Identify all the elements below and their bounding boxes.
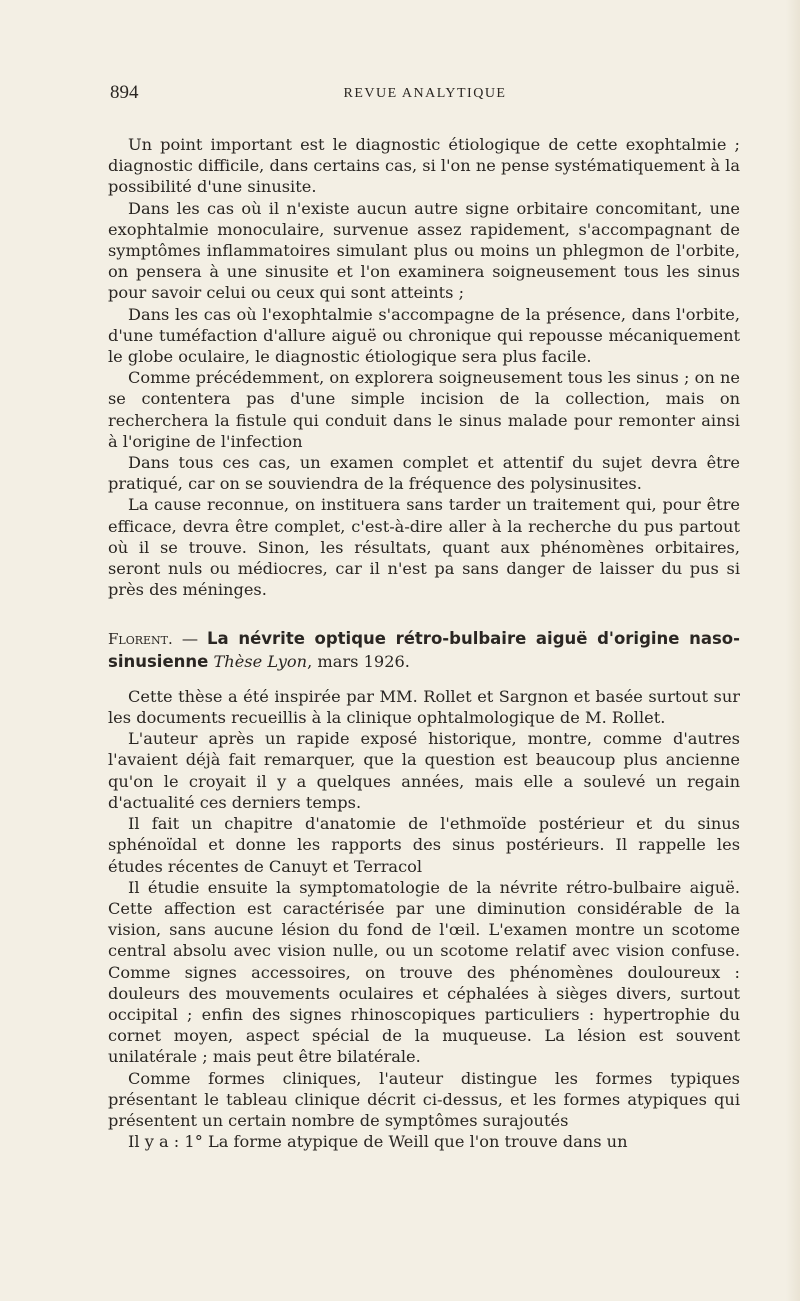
paragraph: Dans les cas où l'exophtalmie s'accompagne de la présence, dans l'orbite, d'une tuméfaction d'allure aiguë ou chronique qui repousse mécaniquement le globe oculaire, le diagnostic étiologique sera plus facile. <box>108 304 740 367</box>
page-edge-shadow <box>786 0 800 1301</box>
paragraph: Comme précédemment, on explorera soigneusement tous les sinus ; on ne se contentera pas d'une simple incision de la collection, mais on recherchera la fistule qui conduit dans le sinus malade pour remonter ainsi à l'origine de l'infection <box>108 368 740 451</box>
paragraph: Il fait un chapitre d'anatomie de l'ethmoïde postérieur et du sinus sphénoïdal et donne les rapports des sinus postérieurs. Il rappelle les études récentes de Canuyt et Terracol <box>108 814 740 876</box>
paragraph: Il y a : 1° La forme atypique de Weill que l'on trouve dans un <box>128 1132 628 1152</box>
paragraph: La cause reconnue, on instituera sans tarder un traitement qui, pour être efficace, devra être complet, c'est-à-dire aller à la recherche du pus partout où il se trouve. Sinon, les résultats, quant aux phénomènes orbitaires, seront nuls ou médiocres, car il n'est pa sans danger de laisser du pus si près des méninges. <box>108 495 740 600</box>
page-number: 894 <box>110 82 139 103</box>
running-head: REVUE ANALYTIQUE <box>343 86 507 101</box>
heading-dash: — <box>172 629 208 649</box>
paragraph: Il étudie ensuite la symptomatologie de la névrite rétro-bulbaire aiguë. Cette affection est caractérisée par une diminution considérable de la vision, sans aucune lésion du fond de l'œil. L'examen montre un scotome central absolu avec vision nulle, ou un scotome relatif avec vision confuse. Comme signes accessoires, on trouve des phénomènes douloureux : douleurs des mouvements oculaires et céphalées à sièges divers, surtout occipital ; enfin des signes rhinoscopiques particuliers : hypertrophie du cornet moyen, aspect spécial de la muqueuse. La lésion est souvent unilatérale ; mais peut être bilatérale. <box>108 877 740 1067</box>
paragraph: L'auteur après un rapide exposé historique, montre, comme d'autres l'avaient déjà fait remarquer, que la question est beaucoup plus ancienne qu'on le croyait il y a quelques années, mais elle a soulevé un regain d'actualité ces derniers temps. <box>108 729 740 812</box>
review-title: La névrite optique rétro-bulbaire aiguë d'origine naso-sinusienne <box>108 629 740 671</box>
paragraph: Dans tous ces cas, un examen complet et attentif du sujet devra être pratiqué, car on se souviendra de la fréquence des polysinusites. <box>108 453 740 494</box>
review-heading <box>108 628 740 671</box>
review-author: Florent. <box>108 630 173 649</box>
body-text <box>108 134 740 1152</box>
page-header <box>110 82 740 112</box>
paragraph: Cette thèse a été inspirée par MM. Rollet et Sargnon et basée surtout sur les documents recueillis à la clinique ophtalmologique de M. Rollet. <box>108 686 740 728</box>
paragraph: Comme formes cliniques, l'auteur distingue les formes typiques présentant le tableau clinique décrit ci-dessus, et les formes atypiques qui présentent un certain nombre de symptômes surajoutés <box>108 1068 740 1130</box>
review-source: Thèse Lyon <box>213 651 308 671</box>
paragraph: Un point important est le diagnostic étiologique de cette exophtalmie ; diagnostic difficile, dans certains cas, si l'on ne pense systématiquement à la possibilité d'une sinusite. <box>108 135 740 197</box>
review-date: , mars 1926. <box>307 651 410 671</box>
paragraph: Dans les cas où il n'existe aucun autre signe orbitaire concomitant, une exophtalmie monoculaire, survenue assez rapidement, s'accompagnant de symptômes inflammatoires simulant plus ou moins un phlegmon de l'orbite, on pensera à une sinusite et l'on examinera soigneusement tous les sinus pour savoir celui ou ceux qui sont atteints ; <box>108 198 740 303</box>
